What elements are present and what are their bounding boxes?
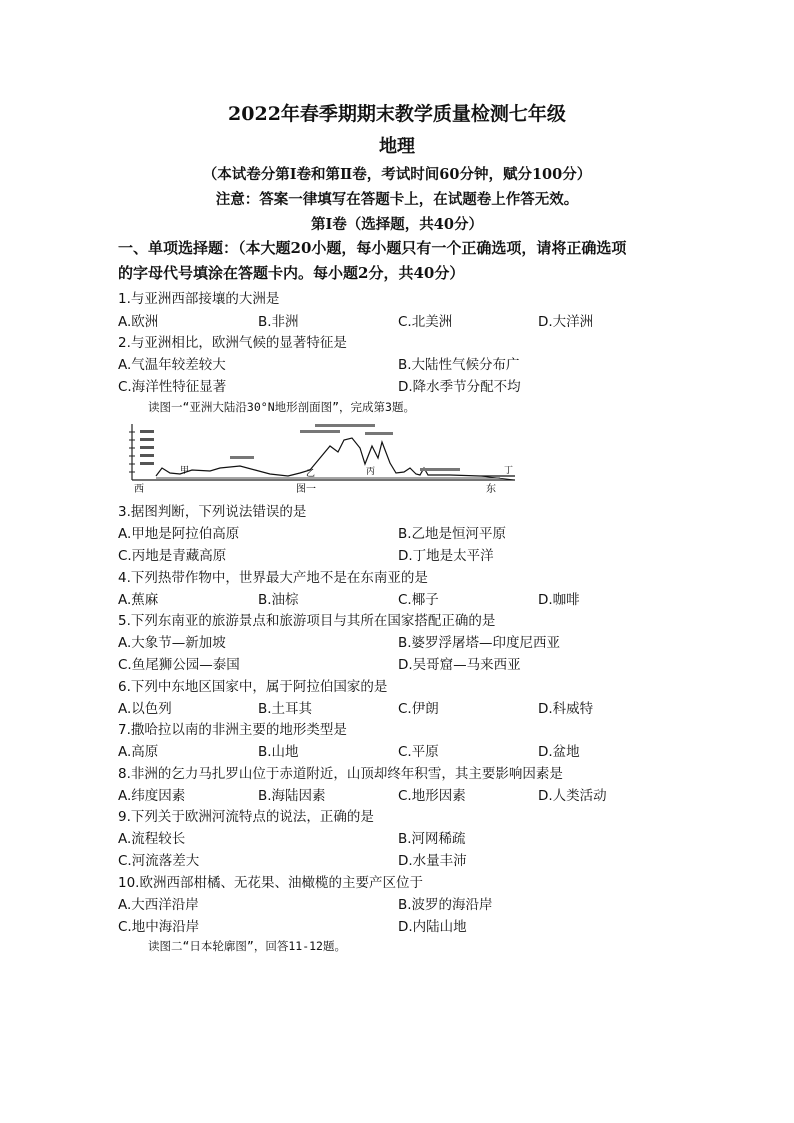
question-1-option-d: D.大洋洲 [538,314,594,330]
exam-subject: 地理 [379,136,415,157]
question-6-option-c: C.伊朗 [398,701,439,717]
exam-notice: 注意：答案一律填写在答题卡上，在试题卷上作答无效。 [215,191,579,208]
question-5-stem: 5.下列东南亚的旅游景点和旅游项目与其所在国家搭配正确的是 [118,613,496,629]
question-8-option-a: A.纬度因素 [118,788,186,804]
question-4-option-d: D.咖啡 [538,592,580,608]
range-label-mark [300,430,340,433]
question-1-stem: 1.与亚洲西部接壤的大洲是 [118,291,280,307]
question-8-option-c: C.地形因素 [398,788,466,804]
exam-info: （本试卷分第Ⅰ卷和第Ⅱ卷，考试时间60分钟，赋分100分） [202,166,592,183]
question-6-option-d: D.科威特 [538,701,594,717]
question-9-option-a: A.流程较长 [118,831,186,847]
section-heading [118,236,718,286]
question-3-option-b: B.乙地是恒河平原 [398,526,507,542]
question-7-stem: 7.撒哈拉以南的非洲主要的地形类型是 [118,722,347,738]
label-jia: 甲 [180,466,190,476]
question-4-option-c: C.椰子 [398,592,439,608]
question-5-option-b: B.婆罗浮屠塔—印度尼西亚 [398,635,561,651]
question-7-option-b: B.山地 [258,744,299,760]
question-9-option-b: B.河网稀疏 [398,831,466,847]
question-3-stem: 3.据图判断，下列说法错误的是 [118,504,307,520]
question-10-option-c: C.地中海沿岸 [118,919,200,935]
question-2-stem: 2.与亚洲相比，欧洲气候的显著特征是 [118,335,347,351]
question-7-option-a: A.高原 [118,744,159,760]
question-5-option-c: C.鱼尾狮公园—泰国 [118,657,240,673]
section-heading-line2: 的字母代号填涂在答题卡内。每小题2分，共40分） [118,264,465,282]
question-3-option-c: C.丙地是青藏高原 [118,548,227,564]
question-6-option-a: A.以色列 [118,701,172,717]
figure1-caption: 图一 [296,484,316,495]
part-title: 第Ⅰ卷（选择题，共40分） [311,216,483,233]
question-9-stem: 9.下列关于欧洲河流特点的说法，正确的是 [118,809,374,825]
question-2-option-a: A.气温年较差较大 [118,357,226,373]
plateau-label-mark [230,456,254,459]
question-10-option-a: A.大西洋沿岸 [118,897,199,913]
figure2-intro: 读图二“日本轮廓图”，回答11-12题。 [148,939,346,953]
question-2-option-c: C.海洋性特征显著 [118,379,227,395]
question-8-stem: 8.非洲的乞力马扎罗山位于赤道附近，山顶却终年积雪，其主要影响因素是 [118,766,563,782]
question-3-option-a: A.甲地是阿拉伯高原 [118,526,240,542]
question-7-option-d: D.盆地 [538,744,580,760]
section-heading-line1: 一、单项选择题：（本大题20小题，每小题只有一个正确选项，请将正确选项 [118,239,627,257]
figure1-intro: 读图一“亚洲大陆沿30°N地形剖面图”，完成第3题。 [148,400,415,414]
river-label-mark [420,468,460,471]
question-8-option-d: D.人类活动 [538,788,607,804]
question-10-option-d: D.内陆山地 [398,919,467,935]
label-west: 西 [134,484,144,495]
peak-label-mark [315,424,375,427]
question-6-stem: 6.下列中东地区国家中，属于阿拉伯国家的是 [118,679,388,695]
terrain-profile-figure [120,418,520,496]
label-east: 东 [486,484,496,495]
question-6-option-b: B.土耳其 [258,701,313,717]
question-10-option-b: B.波罗的海沿岸 [398,897,493,913]
question-5-option-d: D.吴哥窟—马来西亚 [398,657,521,673]
label-yi: 乙 [306,469,316,479]
question-9-option-d: D.水量丰沛 [398,853,467,869]
question-2-option-b: B.大陆性气候分布广 [398,357,520,373]
question-1-option-a: A.欧洲 [118,314,159,330]
question-1-option-b: B.非洲 [258,314,299,330]
question-8-option-b: B.海陆因素 [258,788,326,804]
question-4-stem: 4.下列热带作物中，世界最大产地不是在东南亚的是 [118,570,428,586]
question-9-option-c: C.河流落差大 [118,853,200,869]
label-ding: 丁 [504,466,514,476]
exam-title: 2022年春季期期末教学质量检测七年级 [228,103,566,125]
question-4-option-b: B.油棕 [258,592,299,608]
question-4-option-a: A.蕉麻 [118,592,159,608]
question-7-option-c: C.平原 [398,744,439,760]
question-2-option-d: D.降水季节分配不均 [398,379,521,395]
question-5-option-a: A.大象节—新加坡 [118,635,226,651]
question-3-option-d: D.丁地是太平洋 [398,548,494,564]
mountain-label-mark [365,432,393,435]
question-10-stem: 10.欧洲西部柑橘、无花果、油橄榄的主要产区位于 [118,875,423,891]
terrain-profile-line [156,438,515,476]
label-bing: 丙 [366,467,376,477]
question-1-option-c: C.北美洲 [398,314,453,330]
